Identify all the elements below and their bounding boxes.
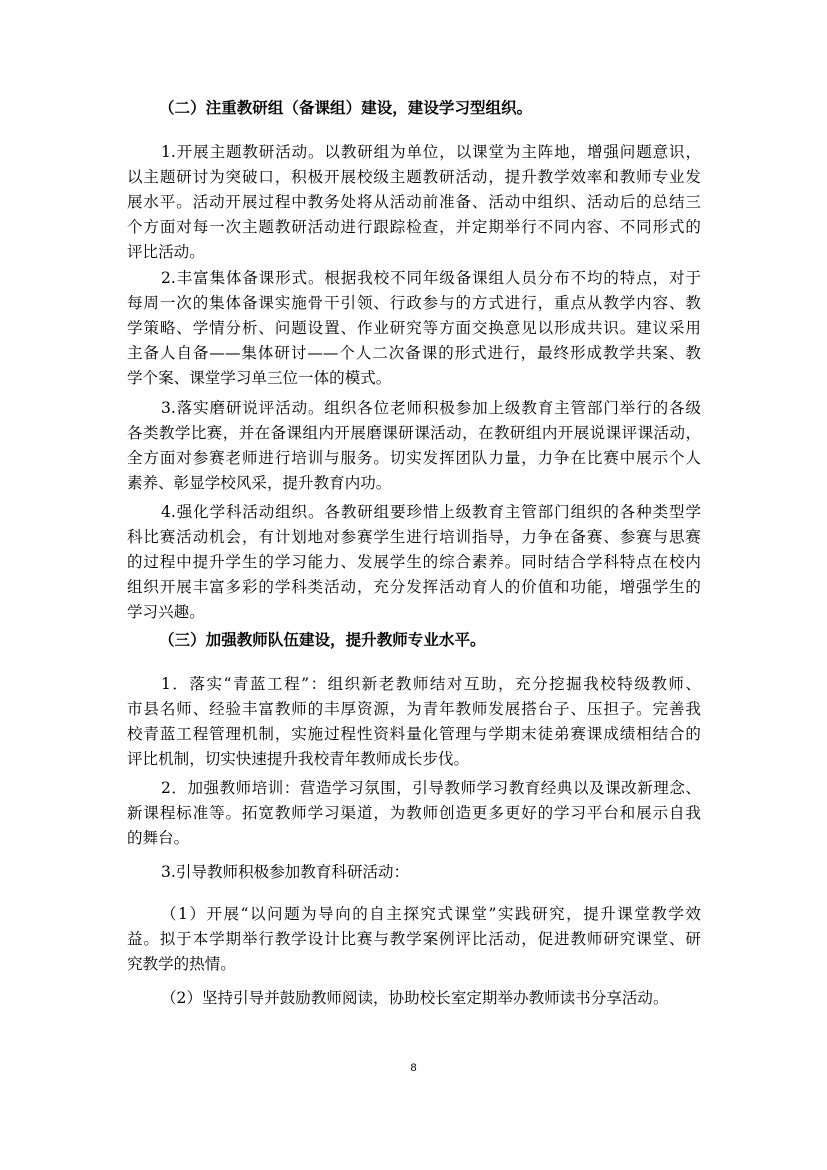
text-line: 的过程中提升学生的学习能力、发展学生的综合素养。同时结合学科特点在校内 [127, 553, 701, 571]
paragraph-3-5 [127, 986, 701, 1011]
paragraph-3-3 [127, 860, 701, 885]
section-2-heading [127, 96, 701, 121]
text-line: 学策略、学情分析、问题设置、作业研究等方面交换意见以形成共识。建议采用 [127, 319, 701, 337]
text-line: 1．落实“青蓝工程”：组织新老教师结对互助，充分挖掘我校特级教师、 [161, 675, 701, 693]
text-line: 4.强化学科活动组织。各教研组要珍惜上级教育主管部门组织的各种类型学 [161, 503, 701, 521]
text-line: 评比机制，切实快速提升我校青年教师成长步伐。 [127, 750, 470, 768]
text-line: 展水平。活动开展过程中教务处将从活动前准备、活动中组织、活动后的总结三 [127, 193, 701, 211]
text-line: 个方面对每一次主题教研活动进行跟踪检查，并定期举行不同内容、不同形式的 [127, 218, 701, 236]
text-line: （1）开展“以问题为导向的自主探究式课堂”实践研究，提升课堂教学效 [161, 905, 701, 923]
text-line: 全方面对参赛老师进行培训与服务。切实发挥团队力量，力争在比赛中展示个人 [127, 449, 701, 467]
text-line: （2）坚持引导并鼓励教师阅读，协助校长室定期举办教师读书分享活动。 [161, 989, 669, 1007]
text-line: 学习兴趣。 [127, 603, 205, 621]
paragraph-2-3 [127, 396, 701, 496]
paragraph-3-1 [127, 672, 701, 772]
text-line: 组织开展丰富多彩的学科类活动，充分发挥活动育人的价值和功能，增强学生的 [127, 578, 701, 596]
text-line: 3.落实磨研说评活动。组织各位老师积极参加上级教育主管部门举行的各级 [161, 399, 701, 417]
text-line: 评比活动。 [127, 243, 205, 261]
text-line: 1.开展主题教研活动。以教研组为单位，以课堂为主阵地，增强问题意识， [161, 143, 701, 161]
paragraph-2-2 [127, 266, 701, 391]
text-line: 主备人自备——集体研讨——个人二次备课的形式进行，最终形成教学共案、教 [127, 344, 701, 362]
text-line: 市县名师、经验丰富教师的丰厚资源，为青年教师发展搭台子、压担子。完善我 [127, 700, 701, 718]
text-line: 校青蓝工程管理机制，实施过程性资料量化管理与学期末徒弟赛课成绩相结合的 [127, 725, 701, 743]
text-line: 素养、彰显学校风采，提升教育内功。 [127, 474, 392, 492]
text-line: 2．加强教师培训：营造学习氛围，引导教师学习教育经典以及课改新理念、 [161, 779, 701, 797]
paragraph-3-2 [127, 776, 701, 851]
text-line: 各类教学比赛，并在备课组内开展磨课研课活动，在教研组内开展说课评课活动， [127, 424, 701, 442]
text-line: 究教学的热情。 [127, 955, 236, 973]
text-line: 的舞台。 [127, 829, 190, 847]
page-number: 8 [410, 1062, 417, 1074]
text-line: 3.引导教师积极参加教育科研活动： [161, 863, 410, 881]
text-line: 学个案、课堂学习单三位一体的模式。 [127, 369, 392, 387]
paragraph-2-4 [127, 500, 701, 625]
heading-text: （二）注重教研组（备课组）建设，建设学习型组织。 [159, 99, 533, 117]
paragraph-3-4 [127, 902, 701, 977]
heading-text: （三）加强教师队伍建设，提升教师专业水平。 [159, 631, 486, 649]
paragraph-2-1 [127, 140, 701, 265]
text-line: 益。拟于本学期举行教学设计比赛与教学案例评比活动，促进教师研究课堂、研 [127, 930, 701, 948]
text-line: 每周一次的集体备课实施骨干引领、行政参与的方式进行，重点从教学内容、教 [127, 294, 701, 312]
text-line: 2.丰富集体备课形式。根据我校不同年级备课组人员分布不均的特点，对于 [161, 269, 701, 287]
text-line: 以主题研讨为突破口，积极开展校级主题教研活动，提升教学效率和教师专业发 [127, 168, 701, 186]
section-3-heading [127, 628, 701, 653]
text-line: 科比赛活动机会，有计划地对参赛学生进行培训指导，力争在备赛、参赛与思赛 [127, 528, 701, 546]
text-line: 新课程标准等。拓宽教师学习渠道，为教师创造更多更好的学习平台和展示自我 [127, 804, 701, 822]
